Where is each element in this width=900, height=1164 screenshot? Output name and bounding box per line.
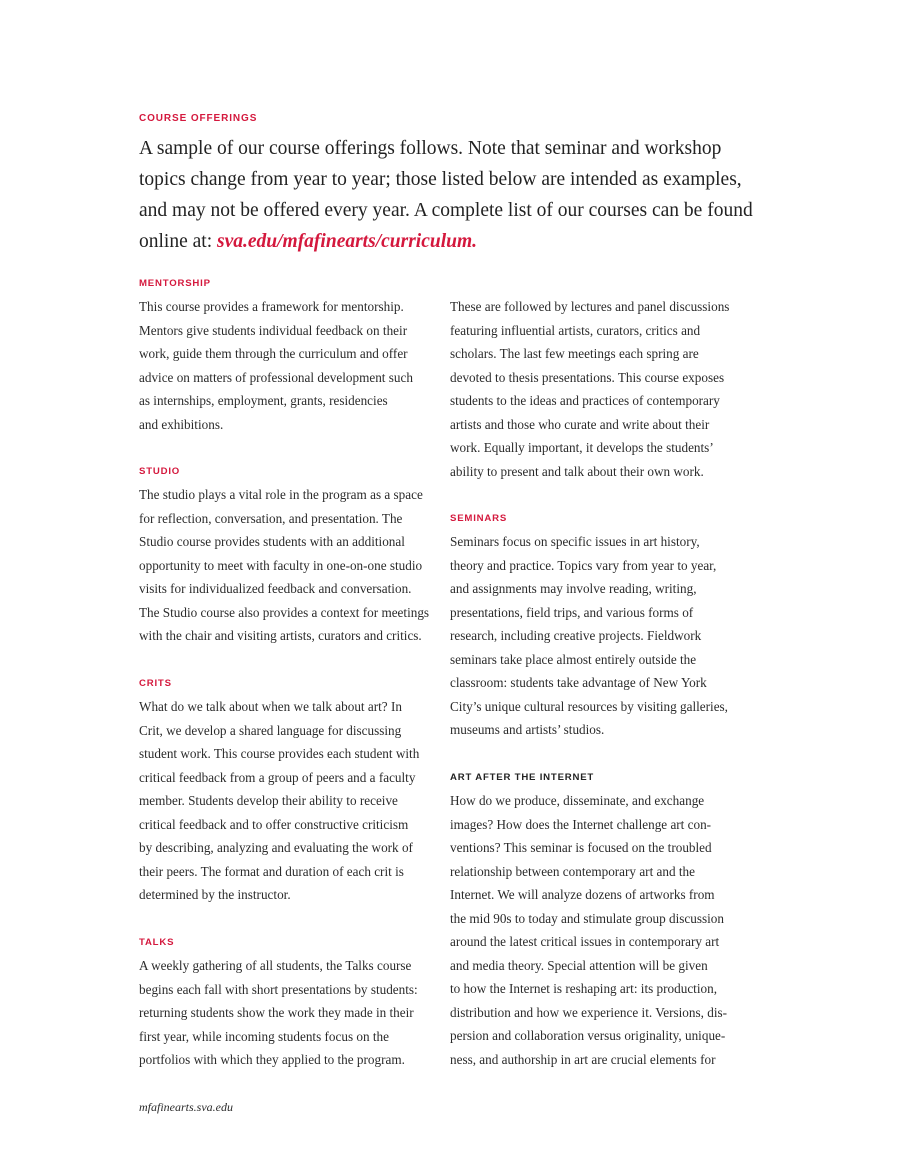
body-line: critical feedback from a group of peers and a faculty bbox=[139, 769, 416, 785]
body-line: Internet. We will analyze dozens of artworks from bbox=[450, 887, 715, 902]
body-line: ness, and authorship in art are crucial elements for bbox=[450, 1051, 716, 1067]
section-heading: ART AFTER THE INTERNET bbox=[450, 772, 595, 783]
body-line: work, guide them through the curriculum and offer bbox=[139, 346, 408, 361]
body-line: These are followed by lectures and panel discussions bbox=[450, 299, 730, 314]
body-line: distribution and how we experience it. Versions, dis- bbox=[450, 1004, 728, 1020]
curriculum-link[interactable]: sva.edu/mfafinearts/curriculum. bbox=[216, 231, 478, 252]
body-line: portfolios with which they applied to the program. bbox=[139, 1052, 405, 1067]
body-line: A weekly gathering of all students, the Talks course bbox=[139, 958, 412, 973]
body-line: and assignments may involve reading, writing, bbox=[450, 581, 697, 596]
section-body bbox=[450, 530, 750, 742]
body-line: featuring influential artists, curators, critics and bbox=[450, 322, 701, 338]
body-line: City’s unique cultural resources by visiting galleries, bbox=[450, 698, 728, 714]
body-line: How do we produce, disseminate, and exchange bbox=[450, 793, 705, 808]
body-line: museums and artists’ studios. bbox=[450, 722, 605, 737]
body-line: returning students show the work they made in their bbox=[139, 1005, 414, 1020]
body-line: around the latest critical issues in contemporary art bbox=[450, 934, 720, 949]
body-line: and media theory. Special attention will be given bbox=[450, 957, 708, 973]
section-heading: STUDIO bbox=[139, 466, 181, 477]
section-body bbox=[450, 789, 750, 1071]
section-heading: SEMINARS bbox=[450, 513, 508, 524]
body-line: theory and practice. Topics vary from year to year, bbox=[450, 557, 717, 573]
body-line: Studio course provides students with an additional bbox=[139, 534, 405, 549]
body-line: presentations, field trips, and various forms of bbox=[450, 604, 694, 620]
body-line: scholars. The last few meetings each spring are bbox=[450, 346, 699, 361]
body-line: research, including creative projects. Fieldwork bbox=[450, 628, 702, 643]
body-line: member. Students develop their ability to receive bbox=[139, 793, 398, 808]
section-body bbox=[139, 695, 439, 907]
body-line: ability to present and talk about their own work. bbox=[450, 463, 704, 479]
section-art-after-internet bbox=[450, 772, 750, 1071]
body-line: students to the ideas and practices of contemporary bbox=[450, 393, 720, 408]
body-line: critical feedback and to offer constructive criticism bbox=[139, 816, 409, 832]
body-line: student work. This course provides each student with bbox=[139, 746, 420, 761]
body-line: ventions? This seminar is focused on the troubled bbox=[450, 840, 712, 855]
body-line: images? How does the Internet challenge art con- bbox=[450, 816, 712, 832]
body-line: devoted to thesis presentations. This course exposes bbox=[450, 369, 725, 385]
section-body bbox=[139, 483, 439, 648]
section-body bbox=[450, 295, 750, 483]
body-line: begins each fall with short presentations by students: bbox=[139, 981, 418, 997]
body-line: and exhibitions. bbox=[139, 416, 224, 432]
body-line: Crit, we develop a shared language for discussing bbox=[139, 722, 402, 738]
section-talks bbox=[139, 937, 439, 1072]
body-line: first year, while incoming students focus on the bbox=[139, 1028, 389, 1044]
body-line: persion and collaboration versus originality, unique- bbox=[450, 1028, 726, 1043]
body-line: to how the Internet is reshaping art: its production, bbox=[450, 981, 717, 996]
section-mentorship bbox=[139, 278, 439, 436]
body-line: The Studio course also provides a context for meetings bbox=[139, 604, 430, 620]
body-line: the mid 90s to today and stimulate group discussion bbox=[450, 910, 724, 926]
body-line: seminars take place almost entirely outside the bbox=[450, 651, 697, 667]
body-line: relationship between contemporary art and the bbox=[450, 863, 695, 879]
section-seminars bbox=[450, 513, 750, 742]
section-talks-continued bbox=[450, 295, 750, 483]
section-crits bbox=[139, 678, 439, 907]
page-label: COURSE OFFERINGS bbox=[139, 113, 258, 124]
body-line: artists and those who curate and write about their bbox=[450, 416, 710, 432]
intro-text: A sample of our course offerings follows. Note that seminar and workshop topics change from year to year; those listed below are intended as examples, and may not be offered every year. A complete list of our courses can be found online at: bbox=[139, 138, 753, 252]
body-line: classroom: students take advantage of New York bbox=[450, 675, 707, 690]
body-line: Mentors give students individual feedback on their bbox=[139, 322, 408, 338]
body-line: What do we talk about when we talk about art? In bbox=[139, 699, 402, 714]
body-line: for reflection, conversation, and presentation. The bbox=[139, 510, 403, 526]
footer-url[interactable]: mfafinearts.sva.edu bbox=[139, 1100, 233, 1114]
section-body bbox=[139, 954, 439, 1072]
intro-paragraph bbox=[139, 133, 754, 257]
body-line: This course provides a framework for mentorship. bbox=[139, 299, 404, 314]
section-heading: TALKS bbox=[139, 937, 175, 948]
body-line: work. Equally important, it develops the students’ bbox=[450, 440, 714, 455]
section-body bbox=[139, 295, 439, 436]
body-line: as internships, employment, grants, residencies bbox=[139, 393, 388, 408]
body-line: their peers. The format and duration of each crit is bbox=[139, 863, 404, 879]
body-line: by describing, analyzing and evaluating the work of bbox=[139, 840, 413, 855]
section-heading: CRITS bbox=[139, 678, 172, 689]
body-line: advice on matters of professional development such bbox=[139, 369, 413, 385]
section-studio bbox=[139, 466, 439, 648]
body-line: Seminars focus on specific issues in art history, bbox=[450, 534, 700, 549]
body-line: The studio plays a vital role in the program as a space bbox=[139, 487, 423, 502]
body-line: determined by the instructor. bbox=[139, 887, 291, 902]
body-line: with the chair and visiting artists, curators and critics. bbox=[139, 628, 422, 643]
body-line: opportunity to meet with faculty in one-on-one studio bbox=[139, 557, 423, 573]
section-heading: MENTORSHIP bbox=[139, 278, 211, 289]
body-line: visits for individualized feedback and conversation. bbox=[139, 581, 412, 596]
